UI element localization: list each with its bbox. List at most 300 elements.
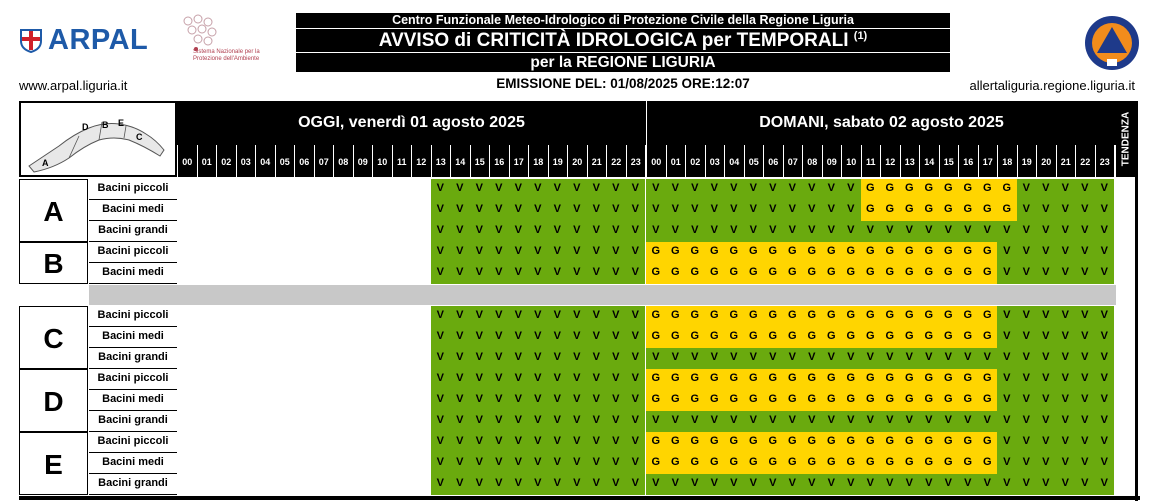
cell-verde: V <box>1036 390 1056 411</box>
cell-giallo: G <box>880 432 900 453</box>
cell-giallo: G <box>861 263 881 284</box>
cell-verde: V <box>431 411 451 432</box>
zone-letter: E <box>19 432 88 495</box>
cell-verde: V <box>509 453 529 474</box>
cell-giallo: G <box>666 390 686 411</box>
cell-verde: V <box>606 263 626 284</box>
cell-giallo: G <box>763 306 783 327</box>
cell-verde: V <box>626 369 646 390</box>
cell-verde: V <box>900 221 920 242</box>
cell-verde: V <box>1017 390 1037 411</box>
cell-verde: V <box>1075 179 1095 200</box>
cell-verde: V <box>1095 411 1115 432</box>
basin-size-label: Bacini medi <box>89 453 177 474</box>
hour-header: 10 <box>841 145 861 177</box>
cell-verde: V <box>1075 306 1095 327</box>
cell-giallo: G <box>880 179 900 200</box>
cell-verde: V <box>509 327 529 348</box>
cell-verde: V <box>744 179 764 200</box>
cell-verde: V <box>450 369 470 390</box>
cell-verde: V <box>626 242 646 263</box>
cell-verde: V <box>1036 453 1056 474</box>
map-label-c: C <box>136 132 143 142</box>
cell-giallo: G <box>958 263 978 284</box>
cell-verde: V <box>1095 306 1115 327</box>
cell-verde: V <box>1056 221 1076 242</box>
hour-header: 01 <box>666 145 686 177</box>
cell-verde: V <box>705 200 725 221</box>
cell-verde: V <box>528 242 548 263</box>
cell-giallo: G <box>939 369 959 390</box>
cell-verde: V <box>528 221 548 242</box>
cell-verde: V <box>548 453 568 474</box>
cell-giallo: G <box>744 432 764 453</box>
cell-verde: V <box>509 242 529 263</box>
cell-verde: V <box>431 263 451 284</box>
cell-giallo: G <box>763 263 783 284</box>
header-region: per la REGIONE LIGURIA <box>296 53 950 72</box>
cell-verde: V <box>431 474 451 495</box>
cell-verde: V <box>548 411 568 432</box>
cell-giallo: G <box>900 179 920 200</box>
cell-verde: V <box>978 221 998 242</box>
cell-verde: V <box>1075 453 1095 474</box>
hour-header: 19 <box>1017 145 1037 177</box>
cell-verde: V <box>1017 369 1037 390</box>
title-footnote-ref: (1) <box>853 30 868 42</box>
cell-giallo: G <box>939 390 959 411</box>
cell-verde: V <box>997 348 1017 369</box>
cell-giallo: G <box>841 327 861 348</box>
cell-giallo: G <box>958 306 978 327</box>
cell-giallo: G <box>822 327 842 348</box>
cell-verde: V <box>489 453 509 474</box>
cell-giallo: G <box>861 453 881 474</box>
cell-giallo: G <box>783 432 803 453</box>
cell-giallo: G <box>763 369 783 390</box>
cell-verde: V <box>763 221 783 242</box>
cell-verde: V <box>919 411 939 432</box>
cell-verde: V <box>470 411 490 432</box>
cell-verde: V <box>1056 179 1076 200</box>
cell-verde: V <box>763 179 783 200</box>
cell-verde: V <box>841 200 861 221</box>
basin-size-label: Bacini grandi <box>89 411 177 432</box>
cell-verde: V <box>939 221 959 242</box>
cell-verde: V <box>489 432 509 453</box>
cell-verde: V <box>1036 474 1056 495</box>
header-title: AVVISO di CRITICITÀ IDROLOGICA per TEMPORALI $^{(1)}$ <box>296 29 950 52</box>
cell-verde: V <box>666 179 686 200</box>
cell-giallo: G <box>783 327 803 348</box>
cell-giallo: G <box>724 327 744 348</box>
cell-verde: V <box>567 432 587 453</box>
cell-verde: V <box>1095 369 1115 390</box>
cell-verde: V <box>1075 263 1095 284</box>
cell-giallo: G <box>900 327 920 348</box>
cell-giallo: G <box>822 432 842 453</box>
cell-verde: V <box>822 221 842 242</box>
cell-verde: V <box>450 221 470 242</box>
cell-verde: V <box>606 200 626 221</box>
cell-verde: V <box>606 369 626 390</box>
cell-verde: V <box>1017 263 1037 284</box>
cell-giallo: G <box>880 390 900 411</box>
hour-header: 09 <box>353 145 373 177</box>
cell-giallo: G <box>646 263 666 284</box>
cell-verde: V <box>1056 432 1076 453</box>
cell-verde: V <box>470 200 490 221</box>
cell-giallo: G <box>880 327 900 348</box>
basin-size-label: Bacini grandi <box>89 348 177 369</box>
cell-giallo: G <box>978 453 998 474</box>
cell-giallo: G <box>978 179 998 200</box>
cell-giallo: G <box>763 242 783 263</box>
cell-verde: V <box>1056 327 1076 348</box>
hour-header: 23 <box>626 145 646 177</box>
cell-verde: V <box>450 453 470 474</box>
cell-giallo: G <box>685 369 705 390</box>
cell-verde: V <box>705 221 725 242</box>
cell-verde: V <box>1056 474 1076 495</box>
cell-verde: V <box>802 474 822 495</box>
cell-verde: V <box>528 411 548 432</box>
cell-verde: V <box>548 263 568 284</box>
cell-giallo: G <box>880 453 900 474</box>
cell-verde: V <box>489 369 509 390</box>
cell-verde: V <box>587 453 607 474</box>
cell-verde: V <box>939 411 959 432</box>
cell-verde: V <box>880 411 900 432</box>
cell-verde: V <box>958 411 978 432</box>
today-header: OGGI, venerdì 01 agosto 2025 <box>177 101 646 145</box>
cell-giallo: G <box>841 242 861 263</box>
cell-verde: V <box>1036 411 1056 432</box>
cell-giallo: G <box>744 453 764 474</box>
cell-verde: V <box>606 390 626 411</box>
cell-giallo: G <box>685 432 705 453</box>
cell-verde: V <box>450 327 470 348</box>
cell-verde: V <box>548 474 568 495</box>
cell-verde: V <box>431 221 451 242</box>
cell-giallo: G <box>744 263 764 284</box>
cell-verde: V <box>646 179 666 200</box>
cell-giallo: G <box>744 369 764 390</box>
cell-verde: V <box>783 348 803 369</box>
hour-header: 18 <box>997 145 1017 177</box>
cell-giallo: G <box>880 200 900 221</box>
cell-verde: V <box>626 221 646 242</box>
cell-giallo: G <box>822 369 842 390</box>
cell-giallo: G <box>646 327 666 348</box>
cell-giallo: G <box>958 369 978 390</box>
cell-verde: V <box>626 306 646 327</box>
cell-giallo: G <box>724 263 744 284</box>
cell-verde: V <box>548 348 568 369</box>
cell-verde: V <box>509 390 529 411</box>
cell-verde: V <box>705 179 725 200</box>
cell-verde: V <box>606 411 626 432</box>
hour-header: 19 <box>548 145 568 177</box>
hour-header: 13 <box>900 145 920 177</box>
cell-verde: V <box>802 179 822 200</box>
cell-verde: V <box>1036 369 1056 390</box>
cell-verde: V <box>1075 474 1095 495</box>
cell-giallo: G <box>978 369 998 390</box>
arpal-logo <box>19 23 148 57</box>
cell-verde: V <box>606 432 626 453</box>
hour-header: 00 <box>646 145 666 177</box>
cell-verde: V <box>470 179 490 200</box>
cell-verde: V <box>587 242 607 263</box>
cell-verde: V <box>567 348 587 369</box>
bottom-rule <box>19 496 1140 500</box>
cell-verde: V <box>822 179 842 200</box>
cell-verde: V <box>509 306 529 327</box>
cell-verde: V <box>763 200 783 221</box>
cell-verde: V <box>666 221 686 242</box>
protezione-civile-logo <box>1084 15 1140 71</box>
cell-giallo: G <box>744 306 764 327</box>
cell-giallo: G <box>724 306 744 327</box>
cell-verde: V <box>900 411 920 432</box>
cell-giallo: G <box>822 453 842 474</box>
cell-verde: V <box>880 221 900 242</box>
cell-verde: V <box>1017 474 1037 495</box>
cell-giallo: G <box>705 242 725 263</box>
hour-header: 12 <box>411 145 431 177</box>
basin-size-label: Bacini piccoli <box>89 432 177 453</box>
cell-verde: V <box>606 453 626 474</box>
cell-verde: V <box>1075 390 1095 411</box>
arpal-url[interactable]: www.arpal.liguria.it <box>19 78 128 93</box>
cell-verde: V <box>1095 221 1115 242</box>
cell-verde: V <box>509 179 529 200</box>
cell-giallo: G <box>802 263 822 284</box>
cell-giallo: G <box>705 263 725 284</box>
cell-verde: V <box>802 221 822 242</box>
cell-giallo: G <box>919 390 939 411</box>
cell-verde: V <box>997 369 1017 390</box>
cell-verde: V <box>841 411 861 432</box>
cell-verde: V <box>1017 179 1037 200</box>
cell-verde: V <box>783 179 803 200</box>
cell-verde: V <box>1056 411 1076 432</box>
cell-giallo: G <box>841 306 861 327</box>
cell-giallo: G <box>939 179 959 200</box>
cell-verde: V <box>450 432 470 453</box>
map-label-d: D <box>82 122 89 132</box>
cell-giallo: G <box>646 453 666 474</box>
cell-verde: V <box>1017 200 1037 221</box>
cell-verde: V <box>763 474 783 495</box>
cell-verde: V <box>841 348 861 369</box>
cell-verde: V <box>744 348 764 369</box>
cell-verde: V <box>626 390 646 411</box>
cell-verde: V <box>489 242 509 263</box>
cell-verde: V <box>666 348 686 369</box>
cell-verde: V <box>1095 453 1115 474</box>
cell-giallo: G <box>705 369 725 390</box>
cell-verde: V <box>1075 221 1095 242</box>
cell-verde: V <box>450 179 470 200</box>
header-centro-funzionale: Centro Funzionale Meteo-Idrologico di Protezione Civile della Regione Liguria <box>296 13 950 28</box>
cell-giallo: G <box>666 263 686 284</box>
cell-verde: V <box>1095 200 1115 221</box>
cell-verde: V <box>1056 369 1076 390</box>
cell-giallo: G <box>939 242 959 263</box>
cell-verde: V <box>626 179 646 200</box>
cell-giallo: G <box>880 369 900 390</box>
cell-verde: V <box>978 411 998 432</box>
cell-verde: V <box>548 221 568 242</box>
cell-giallo: G <box>724 432 744 453</box>
cell-verde: V <box>646 411 666 432</box>
cell-giallo: G <box>919 263 939 284</box>
cell-giallo: G <box>841 263 861 284</box>
cell-giallo: G <box>744 242 764 263</box>
cell-giallo: G <box>978 390 998 411</box>
basin-size-label: Bacini piccoli <box>89 369 177 390</box>
hour-header: 04 <box>255 145 275 177</box>
cell-verde: V <box>470 369 490 390</box>
cell-verde: V <box>724 411 744 432</box>
cell-verde: V <box>997 306 1017 327</box>
cell-giallo: G <box>763 453 783 474</box>
cell-giallo: G <box>978 432 998 453</box>
cell-verde: V <box>567 390 587 411</box>
cell-giallo: G <box>666 306 686 327</box>
cell-giallo: G <box>724 390 744 411</box>
snpa-molecule-icon <box>178 13 268 53</box>
cell-giallo: G <box>919 453 939 474</box>
cell-giallo: G <box>783 453 803 474</box>
basin-size-label: Bacini medi <box>89 200 177 221</box>
cell-verde: V <box>489 179 509 200</box>
cell-verde: V <box>724 200 744 221</box>
cell-giallo: G <box>783 369 803 390</box>
hour-header: 09 <box>822 145 842 177</box>
cell-verde: V <box>431 242 451 263</box>
cell-giallo: G <box>802 242 822 263</box>
basin-size-label: Bacini medi <box>89 327 177 348</box>
cell-giallo: G <box>880 306 900 327</box>
cell-giallo: G <box>861 432 881 453</box>
basin-size-label: Bacini piccoli <box>89 179 177 200</box>
cell-giallo: G <box>783 263 803 284</box>
hour-header: 17 <box>978 145 998 177</box>
cell-verde: V <box>1056 453 1076 474</box>
cell-verde: V <box>1036 221 1056 242</box>
cell-verde: V <box>1095 348 1115 369</box>
cell-giallo: G <box>958 390 978 411</box>
zone-letter: B <box>19 242 88 284</box>
cell-verde: V <box>489 263 509 284</box>
cell-verde: V <box>997 327 1017 348</box>
hour-header: 14 <box>919 145 939 177</box>
snpa-label: Sistema Nazionale per la Protezione dell'Ambiente <box>193 49 260 62</box>
cell-giallo: G <box>783 390 803 411</box>
cell-verde: V <box>587 432 607 453</box>
cell-giallo: G <box>978 242 998 263</box>
allerta-url[interactable]: allertaliguria.regione.liguria.it <box>969 78 1135 93</box>
cell-giallo: G <box>939 306 959 327</box>
hour-header: 02 <box>685 145 705 177</box>
cell-verde: V <box>646 348 666 369</box>
zone-letter: D <box>19 369 88 432</box>
cell-verde: V <box>528 200 548 221</box>
cell-verde: V <box>861 221 881 242</box>
cell-verde: V <box>489 327 509 348</box>
cell-giallo: G <box>822 242 842 263</box>
cell-verde: V <box>431 200 451 221</box>
cell-verde: V <box>450 306 470 327</box>
cell-verde: V <box>470 432 490 453</box>
cell-verde: V <box>431 327 451 348</box>
table-body <box>19 179 1140 501</box>
cell-verde: V <box>528 263 548 284</box>
cell-verde: V <box>606 348 626 369</box>
hour-header: 23 <box>1095 145 1115 177</box>
cell-verde: V <box>587 263 607 284</box>
cell-verde: V <box>919 348 939 369</box>
hour-header: 16 <box>489 145 509 177</box>
cell-verde: V <box>1017 327 1037 348</box>
cell-verde: V <box>919 474 939 495</box>
cell-verde: V <box>606 242 626 263</box>
cell-giallo: G <box>666 432 686 453</box>
cell-verde: V <box>489 306 509 327</box>
cell-verde: V <box>900 348 920 369</box>
cell-verde: V <box>880 348 900 369</box>
cell-verde: V <box>528 306 548 327</box>
cell-giallo: G <box>705 432 725 453</box>
cell-verde: V <box>587 200 607 221</box>
cell-verde: V <box>489 221 509 242</box>
cell-giallo: G <box>763 432 783 453</box>
cell-verde: V <box>900 474 920 495</box>
cell-giallo: G <box>861 242 881 263</box>
cell-giallo: G <box>763 390 783 411</box>
cell-giallo: G <box>783 242 803 263</box>
cell-verde: V <box>587 369 607 390</box>
cell-giallo: G <box>900 390 920 411</box>
cell-giallo: G <box>919 432 939 453</box>
hour-header: 20 <box>567 145 587 177</box>
cell-verde: V <box>470 390 490 411</box>
hour-header: 15 <box>470 145 490 177</box>
hour-header: 14 <box>450 145 470 177</box>
cell-verde: V <box>528 348 548 369</box>
cell-verde: V <box>1095 179 1115 200</box>
hour-header: 12 <box>880 145 900 177</box>
hour-header: 22 <box>606 145 626 177</box>
cell-verde: V <box>567 263 587 284</box>
cell-giallo: G <box>685 390 705 411</box>
cell-verde: V <box>997 390 1017 411</box>
cell-verde: V <box>626 348 646 369</box>
cell-giallo: G <box>978 306 998 327</box>
cell-giallo: G <box>919 369 939 390</box>
cell-verde: V <box>1075 242 1095 263</box>
cell-giallo: G <box>783 306 803 327</box>
cell-verde: V <box>1075 200 1095 221</box>
hour-header: 15 <box>939 145 959 177</box>
trend-column-header <box>1116 101 1135 177</box>
cell-giallo: G <box>802 453 822 474</box>
cell-verde: V <box>470 453 490 474</box>
hour-header: 01 <box>197 145 217 177</box>
